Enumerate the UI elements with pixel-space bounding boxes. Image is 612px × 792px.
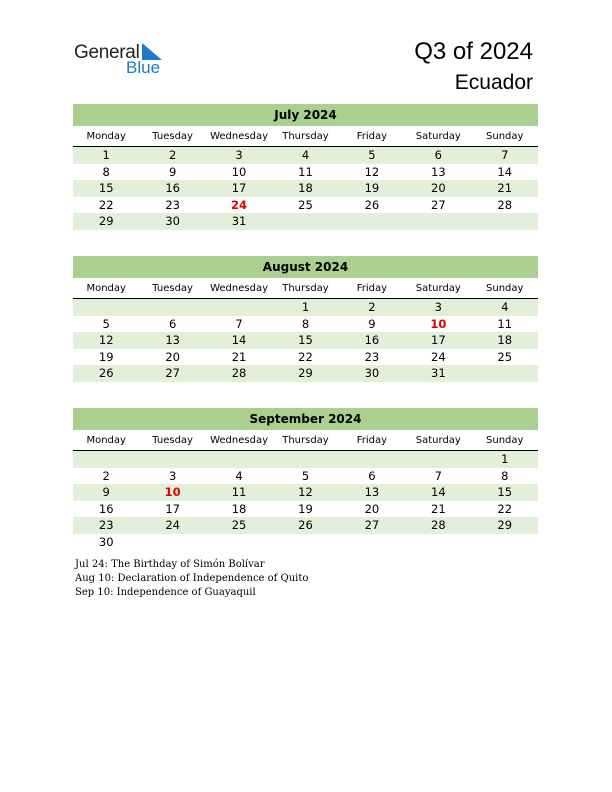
day-cell [73, 299, 139, 316]
day-cell [272, 534, 338, 551]
day-cell: 13 [364, 485, 380, 499]
day-cell: 30 [165, 214, 180, 228]
day-cell: 9 [168, 164, 177, 179]
holiday-note: Sep 10: Independence of Guayaquil [75, 587, 256, 598]
day-cell: 23 [364, 349, 380, 364]
day-cell: 31 [231, 214, 247, 228]
month-september [73, 408, 538, 550]
weekday-label: Wednesday [210, 283, 268, 294]
weekday-label: Monday [86, 131, 126, 142]
day-cell [139, 534, 205, 551]
day-cell: 5 [368, 148, 376, 162]
month-title: September 2024 [73, 408, 538, 430]
day-cell: 17 [231, 181, 247, 195]
weekday-label: Friday [356, 435, 388, 446]
weekday-label: Wednesday [210, 131, 268, 142]
day-cell: 16 [98, 501, 114, 516]
day-cell: 12 [298, 485, 313, 499]
day-cell: 21 [497, 181, 513, 195]
day-cell: 29 [98, 214, 114, 228]
day-cell: 21 [431, 501, 446, 516]
day-cell: 25 [231, 518, 247, 532]
week-row [73, 484, 538, 501]
day-cell: 6 [368, 468, 376, 483]
weekday-label: Tuesday [152, 435, 193, 446]
day-cell: 25 [298, 197, 313, 212]
day-cell: 18 [231, 501, 247, 516]
holiday-notes [75, 558, 308, 600]
weekday-label: Thursday [282, 283, 329, 294]
day-cell [472, 365, 538, 382]
day-cell: 29 [497, 518, 513, 532]
weekday-header-row [73, 128, 538, 147]
day-cell: 13 [431, 164, 446, 179]
day-cell: 6 [434, 148, 442, 162]
day-cell: 6 [168, 316, 177, 331]
day-cell: 26 [98, 366, 114, 380]
month-title: August 2024 [73, 256, 538, 278]
day-cell: 8 [102, 164, 110, 179]
weekday-label: Saturday [415, 435, 461, 446]
weekday-label: Friday [356, 283, 388, 294]
weekday-label: Monday [86, 435, 126, 446]
day-cell: 7 [501, 148, 509, 162]
week-row [73, 180, 538, 197]
weekday-label: Wednesday [210, 435, 268, 446]
day-cell: 18 [298, 181, 313, 195]
weekday-label: Sunday [486, 131, 524, 142]
logo-general-text: General [74, 42, 140, 63]
day-cell: 15 [497, 485, 513, 499]
week-row [73, 534, 538, 551]
weekday-label: Friday [356, 131, 388, 142]
day-cell: 4 [235, 468, 243, 483]
day-cell: 19 [98, 349, 114, 364]
day-cell: 20 [364, 501, 380, 516]
day-cell [405, 213, 471, 230]
day-cell: 28 [497, 197, 513, 212]
weekday-label: Thursday [282, 435, 329, 446]
day-cell: 7 [235, 316, 243, 331]
day-cell: 14 [431, 485, 446, 499]
weekday-label: Saturday [415, 283, 461, 294]
day-cell [339, 213, 405, 230]
day-cell: 7 [434, 468, 442, 483]
week-row [73, 365, 538, 382]
week-row [73, 468, 538, 485]
day-cell [472, 213, 538, 230]
weekday-header-row [73, 280, 538, 299]
page-title: Q3 of 2024 [414, 38, 533, 65]
day-cell: 26 [298, 518, 313, 532]
day-cell: 5 [102, 316, 110, 331]
day-cell [405, 534, 471, 551]
week-row [73, 332, 538, 349]
day-cell: 17 [165, 501, 180, 516]
day-cell: 31 [431, 366, 446, 380]
day-cell [472, 534, 538, 551]
weekday-header-row [73, 432, 538, 451]
day-cell: 27 [364, 518, 380, 532]
day-cell: 11 [298, 164, 313, 179]
day-cell: 26 [364, 197, 380, 212]
day-cell: 28 [231, 366, 247, 380]
day-cell: 24 [165, 518, 180, 532]
day-cell: 4 [501, 300, 509, 314]
day-cell: 21 [231, 349, 247, 364]
month-title: July 2024 [73, 104, 538, 126]
holiday-day-cell: 10 [430, 316, 447, 331]
day-cell: 15 [98, 181, 114, 195]
day-cell: 18 [497, 333, 513, 347]
day-cell: 30 [98, 534, 114, 549]
country-name: Ecuador [454, 71, 533, 94]
day-cell: 30 [364, 366, 380, 380]
day-cell: 16 [165, 181, 180, 195]
week-row [73, 164, 538, 181]
day-cell [206, 534, 272, 551]
weekday-label: Sunday [486, 435, 524, 446]
holiday-note: Jul 24: The Birthday of Simón Bolívar [75, 559, 265, 570]
weekday-label: Tuesday [152, 283, 193, 294]
day-cell: 3 [168, 468, 177, 483]
day-cell: 27 [431, 197, 446, 212]
holiday-day-cell: 24 [231, 197, 248, 212]
day-cell: 22 [98, 197, 114, 212]
day-cell: 24 [431, 349, 446, 364]
day-cell: 3 [235, 148, 243, 162]
week-row [73, 197, 538, 214]
holiday-day-cell: 10 [164, 485, 181, 499]
week-row [73, 299, 538, 316]
logo [74, 42, 174, 82]
day-cell: 5 [301, 468, 310, 483]
day-cell [73, 451, 139, 468]
day-cell: 2 [168, 148, 177, 162]
day-cell [339, 534, 405, 551]
day-cell: 20 [165, 349, 180, 364]
day-cell: 20 [431, 181, 446, 195]
day-cell: 8 [501, 468, 509, 483]
week-row [73, 213, 538, 230]
day-cell: 17 [431, 333, 446, 347]
week-row [73, 147, 538, 164]
week-row [73, 517, 538, 534]
day-cell: 11 [231, 485, 247, 499]
day-cell: 19 [364, 181, 380, 195]
day-cell [206, 451, 272, 468]
week-row [73, 316, 538, 333]
day-cell: 2 [368, 300, 376, 314]
day-cell: 3 [434, 300, 442, 314]
day-cell: 22 [497, 501, 513, 516]
weekday-label: Monday [86, 283, 126, 294]
day-cell: 27 [165, 366, 180, 380]
day-cell: 8 [301, 316, 310, 331]
month-august [73, 256, 538, 382]
day-cell: 2 [102, 468, 110, 483]
day-cell [272, 213, 338, 230]
day-cell: 19 [298, 501, 313, 516]
day-cell [206, 299, 272, 316]
day-cell: 10 [231, 164, 247, 179]
week-row [73, 501, 538, 518]
day-cell: 12 [364, 164, 380, 179]
day-cell: 12 [98, 333, 114, 347]
holiday-note: Aug 10: Declaration of Independence of Quito [75, 573, 309, 584]
day-cell: 29 [298, 366, 313, 380]
day-cell: 22 [298, 349, 313, 364]
day-cell: 1 [501, 452, 509, 466]
month-july [73, 104, 538, 230]
week-row [73, 451, 538, 468]
day-cell: 14 [231, 333, 247, 347]
logo-blue-text: Blue [126, 58, 161, 77]
week-row [73, 349, 538, 366]
day-cell [405, 451, 471, 468]
weekday-label: Thursday [282, 131, 329, 142]
day-cell: 1 [301, 300, 310, 314]
day-cell: 16 [364, 333, 380, 347]
day-cell [139, 451, 205, 468]
day-cell: 9 [102, 485, 110, 499]
weekday-label: Saturday [415, 131, 461, 142]
day-cell: 15 [298, 333, 313, 347]
day-cell: 4 [301, 148, 310, 162]
day-cell: 28 [431, 518, 446, 532]
day-cell [139, 299, 205, 316]
day-cell [272, 451, 338, 468]
day-cell [339, 451, 405, 468]
day-cell: 11 [497, 316, 513, 331]
day-cell: 13 [165, 333, 180, 347]
weekday-label: Sunday [486, 283, 524, 294]
day-cell: 9 [368, 316, 376, 331]
day-cell: 23 [165, 197, 180, 212]
weekday-label: Tuesday [152, 131, 193, 142]
day-cell: 23 [98, 518, 114, 532]
day-cell: 25 [497, 349, 513, 364]
day-cell: 1 [102, 148, 110, 162]
day-cell: 14 [497, 164, 513, 179]
